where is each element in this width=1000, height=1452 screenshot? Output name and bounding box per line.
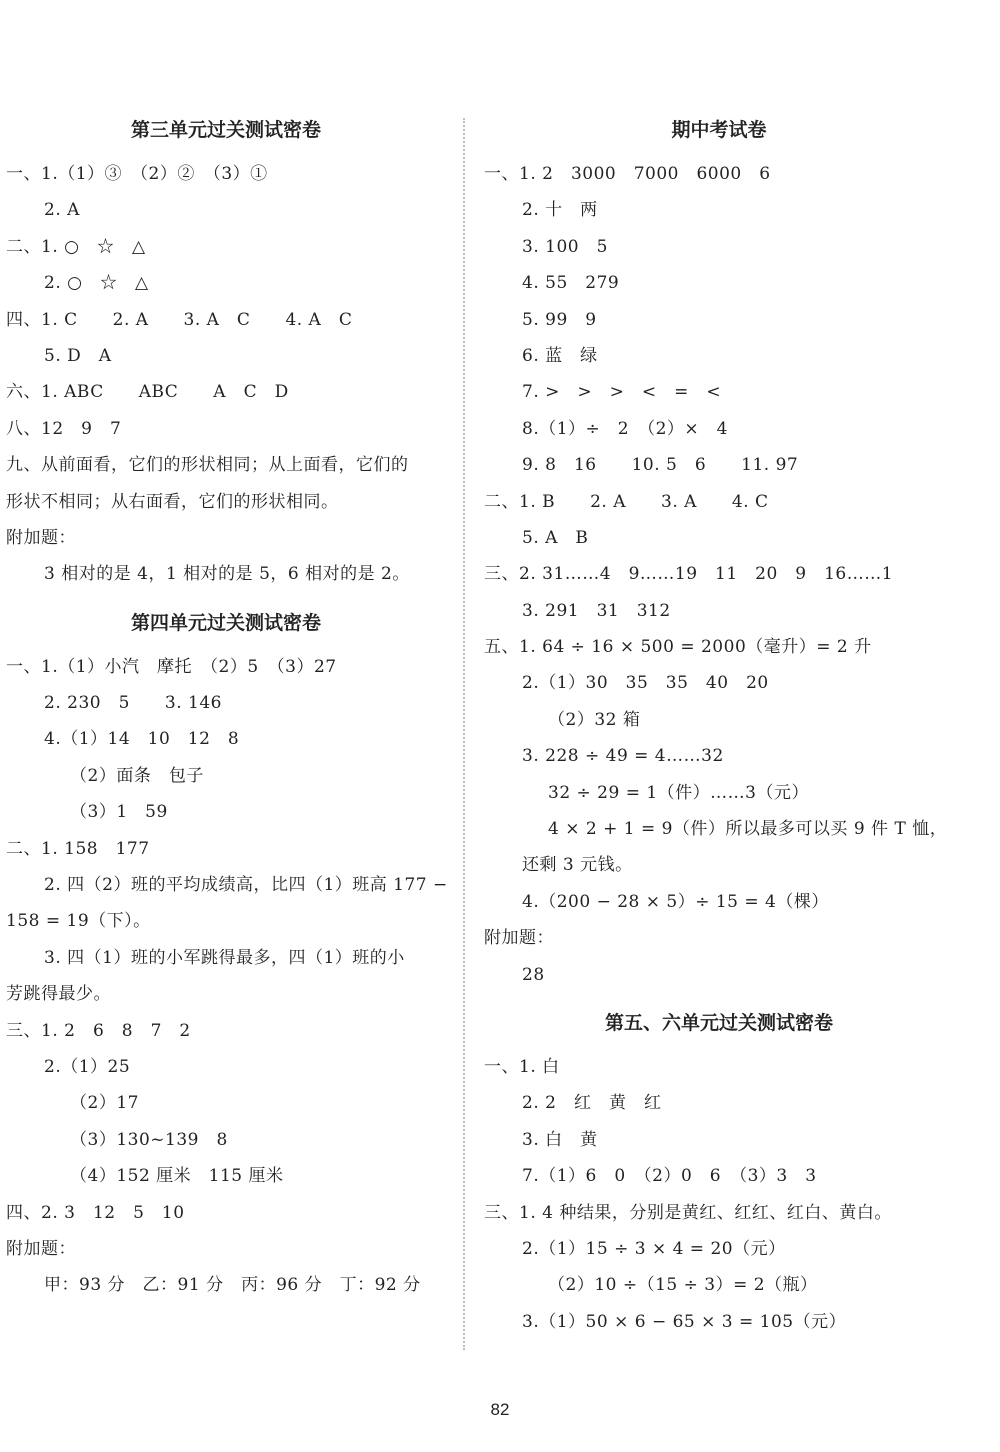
- answer-line: 一、1.（1）小汽 摩托 （2）5 （3）27: [6, 656, 337, 677]
- answer-line: （3）1 59: [70, 802, 168, 823]
- answer-line: 2. ○ ☆ △: [44, 273, 149, 294]
- answer-line: 2.（1）25: [44, 1056, 131, 1077]
- answer-line: 三、2. 31……4 9……19 11 20 9 16……1: [484, 564, 894, 585]
- answer-line: 附加题：: [6, 1238, 76, 1259]
- answer-line: 还剩 3 元钱。: [522, 855, 633, 876]
- watermark-logo: [808, 1362, 988, 1442]
- answer-line: 8.（1）÷ 2 （2）× 4: [522, 418, 728, 439]
- left-column: [6, 112, 446, 1304]
- answer-line: 3. 228 ÷ 49 = 4……32: [522, 746, 724, 767]
- answer-line: 三、1. 4 种结果，分别是黄红、红红、红白、黄白。: [484, 1202, 892, 1223]
- answer-line: 3.（1）50 × 6 − 65 × 3 = 105（元）: [522, 1311, 847, 1332]
- answer-line: 九、从前面看，它们的形状相同；从上面看，它们的: [6, 455, 409, 476]
- answer-line: 5. 99 9: [522, 309, 597, 330]
- answer-line: 28: [522, 964, 545, 985]
- answer-line: （2）32 箱: [548, 709, 641, 730]
- answer-line: 4 × 2 + 1 = 9（件）所以最多可以买 9 件 T 恤，: [548, 819, 948, 840]
- page-number: 82: [490, 1400, 510, 1419]
- answer-line: 一、1.（1）③ （2）② （3）①: [6, 164, 268, 184]
- answer-line: 二、1. ○ ☆ △: [6, 236, 146, 257]
- answer-line: 2. 230 5 3. 146: [44, 693, 222, 714]
- answer-line: 158 = 19（下）。: [6, 911, 151, 932]
- answer-line: 芳跳得最少。: [6, 984, 111, 1005]
- answer-line: 2.（1）30 35 35 40 20: [522, 673, 769, 694]
- answer-line: 7.（1）6 0 （2）0 6 （3）3 3: [522, 1166, 817, 1187]
- answer-line: （2）面条 包子: [70, 765, 204, 786]
- answer-line: 2. 四（2）班的平均成绩高，比四（1）班高 177 −: [44, 875, 448, 896]
- answer-line: 5. A B: [522, 527, 589, 548]
- answer-line: （2）17: [70, 1093, 139, 1114]
- right-column: [484, 112, 954, 1340]
- answer-line: 二、1. B 2. A 3. A 4. C: [484, 491, 769, 512]
- answer-line: 二、1. 158 177: [6, 838, 150, 859]
- section-title: 期中考试卷: [671, 119, 767, 141]
- answer-line: 3. 291 31 312: [522, 600, 671, 621]
- answer-line: （4）152 厘米 115 厘米: [70, 1166, 284, 1187]
- answer-line: 32 ÷ 29 = 1（件）……3（元）: [548, 782, 809, 803]
- answer-line: （2）10 ÷（15 ÷ 3）= 2（瓶）: [548, 1275, 818, 1296]
- answer-line: 形状不相同；从右面看，它们的形状相同。: [6, 491, 339, 512]
- answer-line: 一、1. 白: [484, 1056, 560, 1077]
- answer-line: 附加题：: [6, 527, 76, 548]
- answer-section: [484, 112, 954, 993]
- answer-line: 六、1. ABC ABC A C D: [6, 382, 289, 403]
- answer-line: （3）130~139 8: [70, 1129, 228, 1150]
- answer-line: 4. 55 279: [522, 273, 620, 294]
- section-title: 第四单元过关测试密卷: [130, 611, 321, 634]
- answer-line: 3. 100 5: [522, 236, 608, 257]
- answer-line: 9. 8 16 10. 5 6 11. 97: [522, 455, 799, 476]
- answer-line: 3 相对的是 4，1 相对的是 5，6 相对的是 2。: [44, 564, 410, 585]
- answer-line: 八、12 9 7: [6, 418, 122, 439]
- answer-line: 6. 蓝 绿: [522, 345, 598, 366]
- answer-section: [6, 605, 446, 1304]
- section-title: 第三单元过关测试密卷: [130, 119, 321, 141]
- answer-line: 四、1. C 2. A 3. A C 4. A C: [6, 309, 353, 330]
- answer-line: 3. 四（1）班的小军跳得最多，四（1）班的小: [44, 947, 405, 968]
- answer-line: 7. > > > < = <: [522, 382, 722, 403]
- answer-line: 三、1. 2 6 8 7 2: [6, 1020, 191, 1041]
- answer-line: 4.（1）14 10 12 8: [44, 729, 240, 750]
- answer-line: 五、1. 64 ÷ 16 × 500 = 2000（毫升）= 2 升: [484, 637, 872, 658]
- answer-line: 附加题：: [484, 928, 554, 949]
- answer-line: 2. 2 红 黄 红: [522, 1093, 662, 1114]
- answer-line: 一、1. 2 3000 7000 6000 6: [484, 164, 771, 184]
- answer-section: [484, 1005, 954, 1340]
- column-divider: [463, 118, 465, 1350]
- answer-line: 2.（1）15 ÷ 3 × 4 = 20（元）: [522, 1238, 786, 1259]
- section-title: 第五、六单元过关测试密卷: [604, 1011, 833, 1034]
- answer-line: 2. A: [44, 200, 80, 221]
- answer-line: 5. D A: [44, 345, 112, 366]
- answer-line: 3. 白 黄: [522, 1129, 598, 1150]
- answer-section: [6, 112, 446, 593]
- answer-line: 2. 十 两: [522, 200, 598, 221]
- answer-line: 四、2. 3 12 5 10: [6, 1202, 185, 1223]
- answer-line: 甲：93 分 乙：91 分 丙：96 分 丁：92 分: [44, 1275, 421, 1296]
- answer-line: 4.（200 − 28 × 5）÷ 15 = 4（棵）: [522, 891, 829, 912]
